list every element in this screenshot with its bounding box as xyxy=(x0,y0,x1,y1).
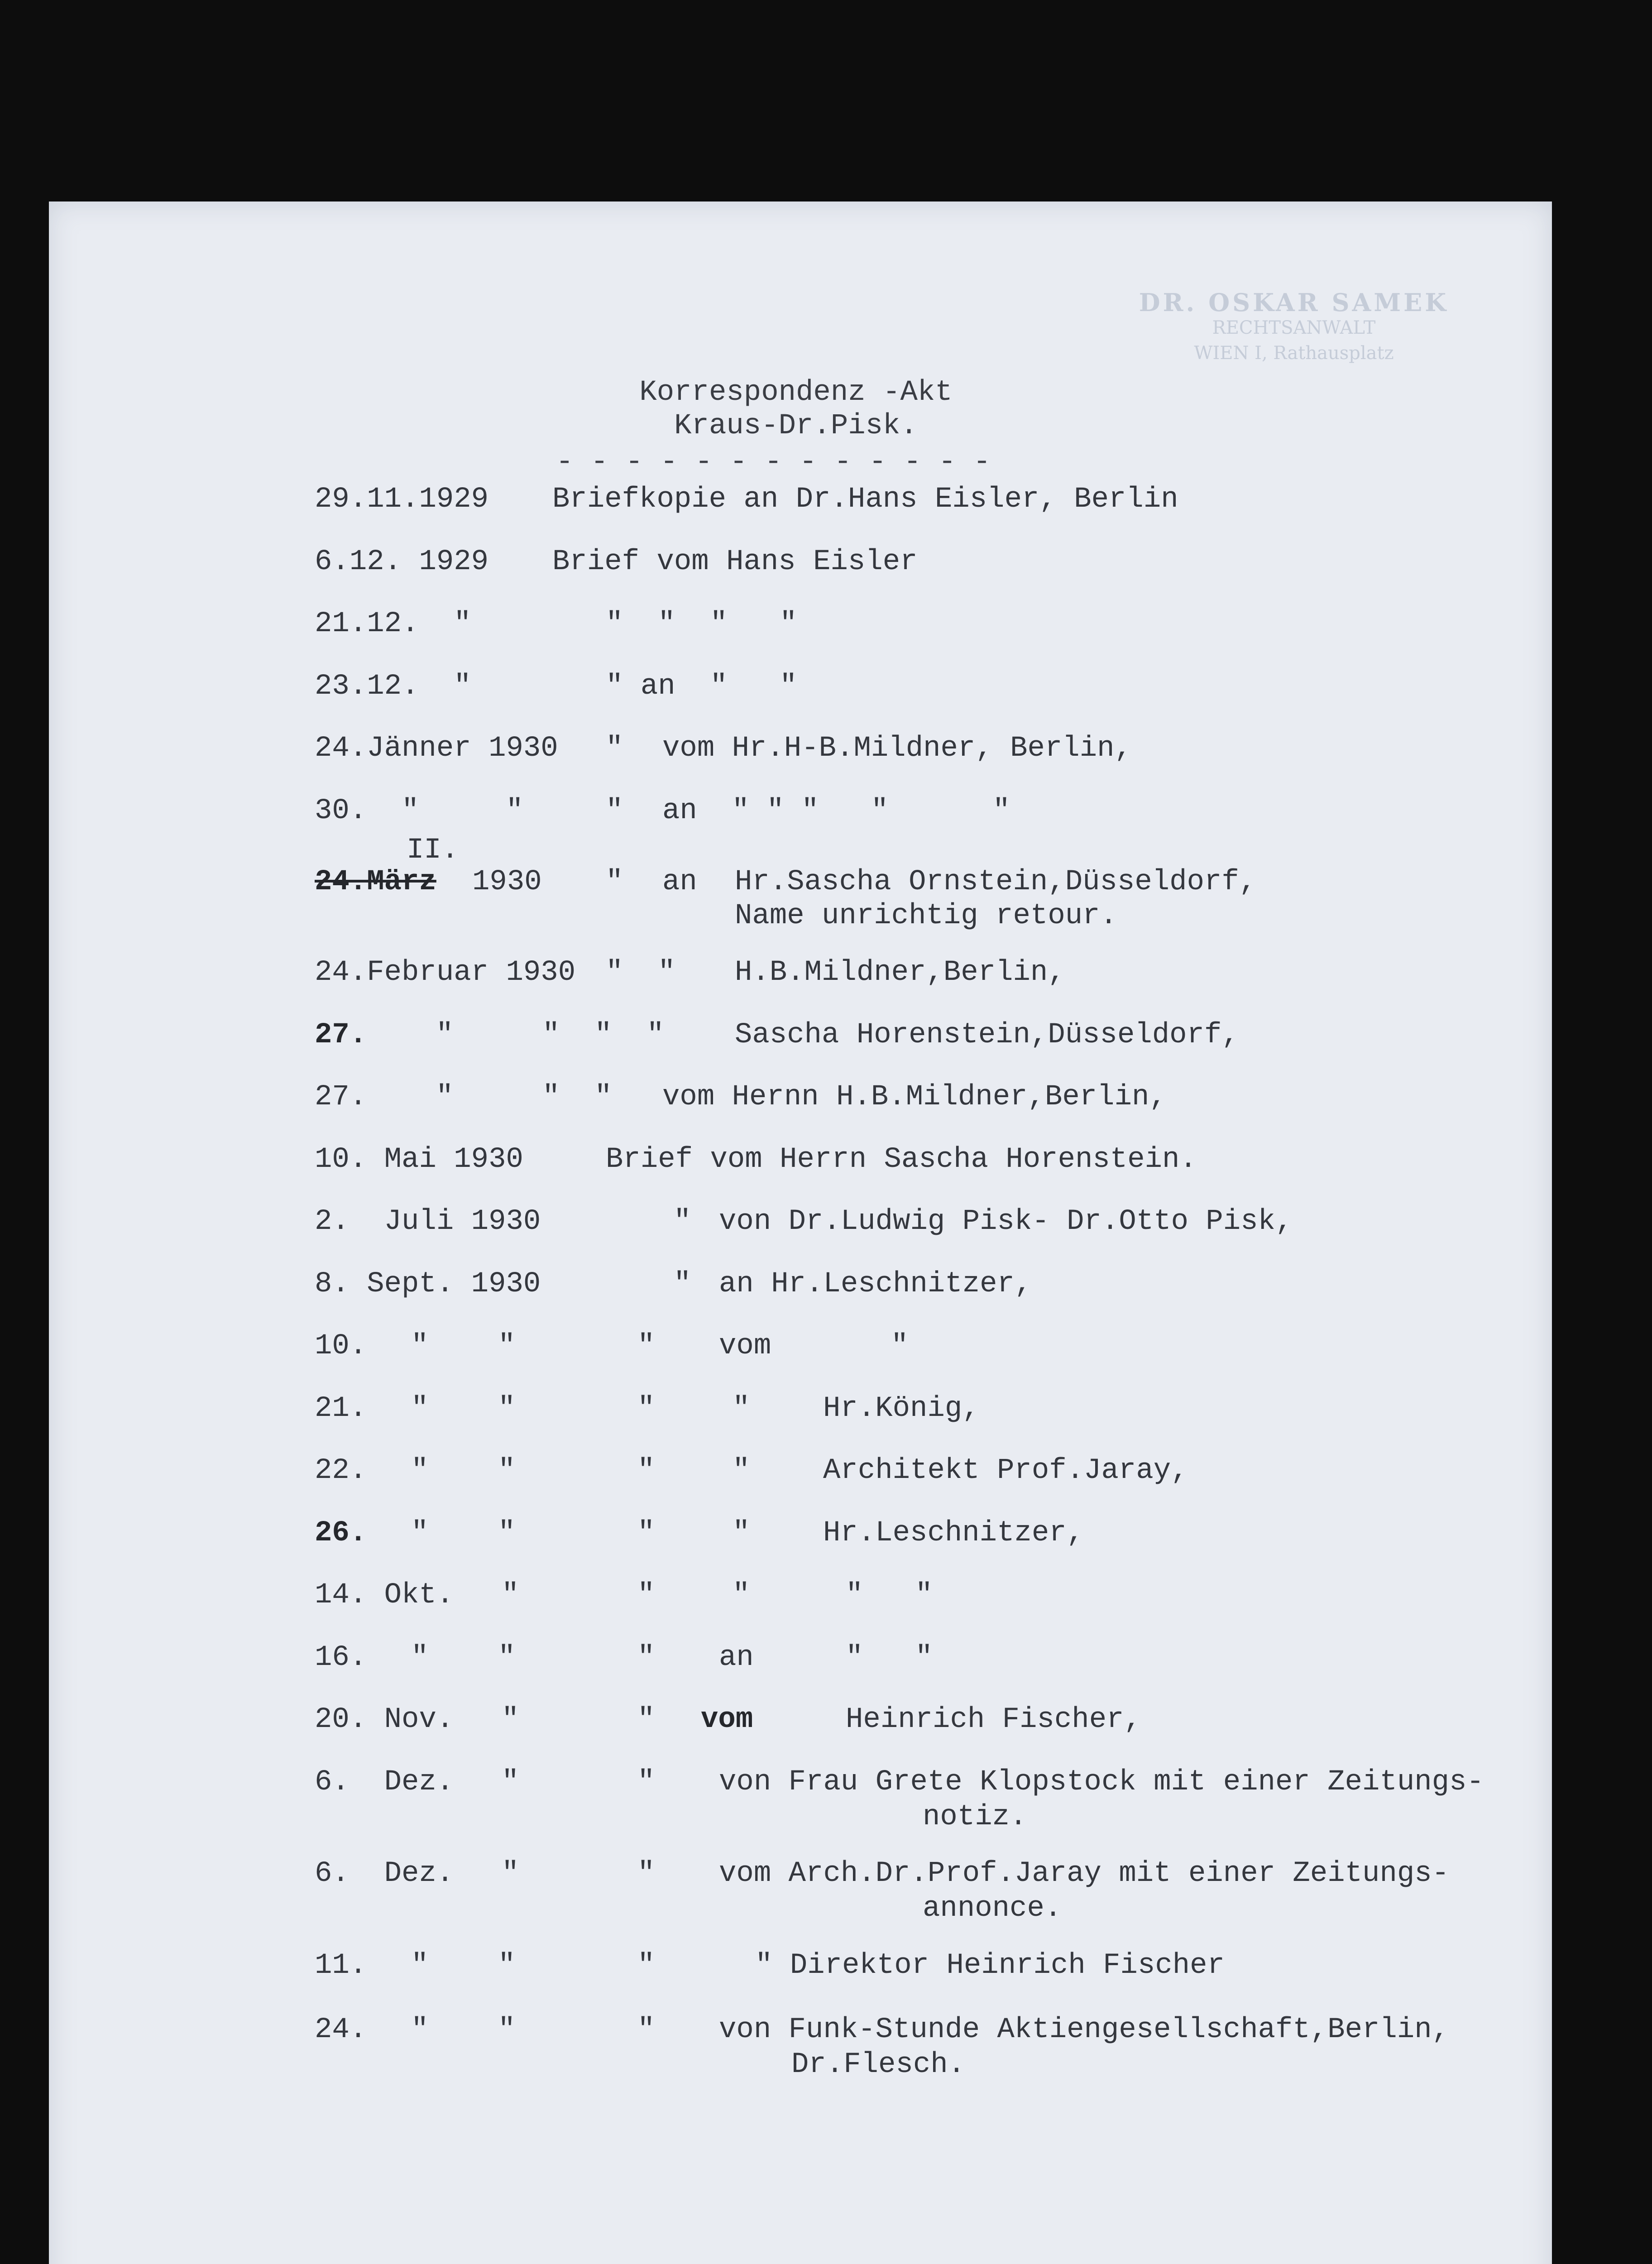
entry-direction: vom xyxy=(701,1703,753,1736)
entry-direction: an xyxy=(662,866,697,898)
entry-date: 26. xyxy=(315,1517,367,1549)
entry-ditto: " xyxy=(733,1392,750,1425)
entry-date: 22. xyxy=(315,1454,367,1487)
entry-ditto: " " xyxy=(411,1641,516,1674)
entry-text: von Dr.Ludwig Pisk- Dr.Otto Pisk, xyxy=(719,1205,1293,1238)
entry-date: 11. xyxy=(315,1949,367,1982)
letterhead-address: WIEN I, Rathausplatz xyxy=(1194,343,1394,364)
entry-text-cont: Name unrichtig retour. xyxy=(735,900,1117,932)
entry-ditto: " " xyxy=(411,1330,516,1362)
entry-text: Heinrich Fischer, xyxy=(846,1703,1141,1736)
entry-ditto: " xyxy=(674,1268,691,1300)
entry-date: 24.Februar 1930 xyxy=(315,956,576,989)
entry-date: 27. xyxy=(315,1081,367,1113)
entry-date: 21. xyxy=(315,1392,367,1425)
letterhead-profession: RECHTSANWALT xyxy=(1212,317,1376,338)
entry-ditto: " xyxy=(637,1703,655,1736)
entry-text: von Frau Grete Klopstock mit einer Zeitungs- xyxy=(719,1766,1484,1799)
entry-date: 6. Dez. xyxy=(315,1857,454,1890)
entry-ditto: " " xyxy=(411,1949,516,1982)
entry-ditto: " xyxy=(733,1517,750,1549)
entry-date: 6. Dez. xyxy=(315,1766,454,1799)
entry-date: 24.Jänner 1930 xyxy=(315,732,558,765)
letterhead-watermark xyxy=(1063,290,1525,453)
entry-date: 14. Okt. xyxy=(315,1579,454,1612)
entry-text: Architekt Prof.Jaray, xyxy=(823,1454,1188,1487)
entry-text: vom Arch.Dr.Prof.Jaray mit einer Zeitungs- xyxy=(719,1857,1450,1890)
entry-text: Brief vom Hans Eisler xyxy=(552,546,918,578)
entry-ditto: " xyxy=(436,1019,454,1051)
entry-ditto: " xyxy=(606,866,623,898)
entry-ditto: " xyxy=(637,1949,655,1982)
entry-text: Brief vom Herrn Sascha Horenstein. xyxy=(606,1143,1197,1176)
entry-date: 6.12. 1929 xyxy=(315,546,489,578)
entry-ditto: " xyxy=(606,732,623,765)
entry-date: 2. Juli 1930 xyxy=(315,1205,541,1238)
entry-ditto: " " xyxy=(411,1454,516,1487)
entry-date: 23.12. " xyxy=(315,670,471,703)
entry-text-cont: Dr.Flesch. xyxy=(791,2048,966,2081)
entry-ditto: " xyxy=(733,1579,750,1612)
entry-year: 1930 xyxy=(472,866,542,898)
entry-text-cont: annonce. xyxy=(923,1892,1062,1925)
entry-text: " " " " xyxy=(606,608,797,640)
entry-direction: an xyxy=(719,1641,754,1674)
entry-ditto: " xyxy=(436,1081,454,1113)
entry-ditto: " xyxy=(674,1205,691,1238)
entry-ditto: " xyxy=(637,1579,655,1612)
entry-text: " an " " xyxy=(606,670,797,703)
entry-ditto: " " xyxy=(411,1517,516,1549)
entry-text: Sascha Horenstein,Düsseldorf, xyxy=(735,1019,1239,1051)
entry-date: 30. " " xyxy=(315,795,523,827)
entry-direction: vom xyxy=(719,1330,771,1362)
entry-ditto: " xyxy=(733,1454,750,1487)
entry-ditto: " xyxy=(637,1641,655,1674)
entry-text: H.B.Mildner,Berlin, xyxy=(735,956,1065,989)
entry-ditto: " " xyxy=(846,1641,933,1674)
entry-ditto: " " " xyxy=(542,1019,664,1051)
title-line-1: Korrespondenz -Akt xyxy=(639,376,953,409)
entry-date: 20. Nov. xyxy=(315,1703,454,1736)
title-line-2: Kraus-Dr.Pisk. xyxy=(674,410,918,442)
entry-text: von Funk-Stunde Aktiengesellschaft,Berlin, xyxy=(719,2014,1450,2046)
letterhead-name: DR. OSKAR SAMEK xyxy=(1139,288,1449,317)
entry-text: Hr.Sascha Ornstein,Düsseldorf, xyxy=(735,866,1257,898)
entry-ditto: " xyxy=(502,1579,519,1612)
entry-text: Hr.König, xyxy=(823,1392,980,1425)
entry-ditto: " " xyxy=(411,2014,516,2046)
document-title xyxy=(592,376,1000,443)
document-page xyxy=(49,201,1552,2264)
title-underline: - - - - - - - - - - - - - xyxy=(556,446,991,479)
date-correction: II. xyxy=(407,834,459,867)
entry-ditto: " " xyxy=(542,1081,612,1113)
entry-ditto: " xyxy=(637,1517,655,1549)
entry-date: 27. xyxy=(315,1019,367,1051)
entry-ditto: " xyxy=(502,1857,519,1890)
entry-date: 29.11.1929 xyxy=(315,483,489,516)
entry-text: vom Hr.H-B.Mildner, Berlin, xyxy=(662,732,1132,765)
entry-date: 21.12. " xyxy=(315,608,471,640)
entry-date: 16. xyxy=(315,1641,367,1674)
entry-date: 10. xyxy=(315,1330,367,1362)
entry-ditto: " " xyxy=(846,1579,933,1612)
entry-ditto: " xyxy=(637,1454,655,1487)
entry-ditto: " xyxy=(637,1330,655,1362)
entry-ditto: " xyxy=(637,1857,655,1890)
entry-ditto: " xyxy=(502,1703,519,1736)
entry-ditto: " xyxy=(637,2014,655,2046)
entry-ditto: " " xyxy=(411,1392,516,1425)
entry-ditto: " xyxy=(606,795,623,827)
entry-text: Briefkopie an Dr.Hans Eisler, Berlin xyxy=(552,483,1178,516)
entry-text: an " " " " " xyxy=(662,795,1010,827)
entry-date: 10. Mai 1930 xyxy=(315,1143,523,1176)
entry-date: 8. Sept. 1930 xyxy=(315,1268,541,1300)
entry-text: " Direktor Heinrich Fischer xyxy=(755,1949,1225,1982)
entry-text-cont: notiz. xyxy=(923,1801,1027,1833)
entry-ditto: " " xyxy=(606,956,675,989)
entry-ditto: " xyxy=(637,1392,655,1425)
entry-ditto: " xyxy=(502,1766,519,1799)
entry-ditto: " xyxy=(891,1330,909,1362)
entry-ditto: " xyxy=(637,1766,655,1799)
entry-date: 24. xyxy=(315,2014,367,2046)
entry-text: vom Hernn H.B.Mildner,Berlin, xyxy=(662,1081,1167,1113)
entry-date: 24.März xyxy=(315,866,436,898)
entry-text: an Hr.Leschnitzer, xyxy=(719,1268,1032,1300)
entry-text: Hr.Leschnitzer, xyxy=(823,1517,1084,1549)
